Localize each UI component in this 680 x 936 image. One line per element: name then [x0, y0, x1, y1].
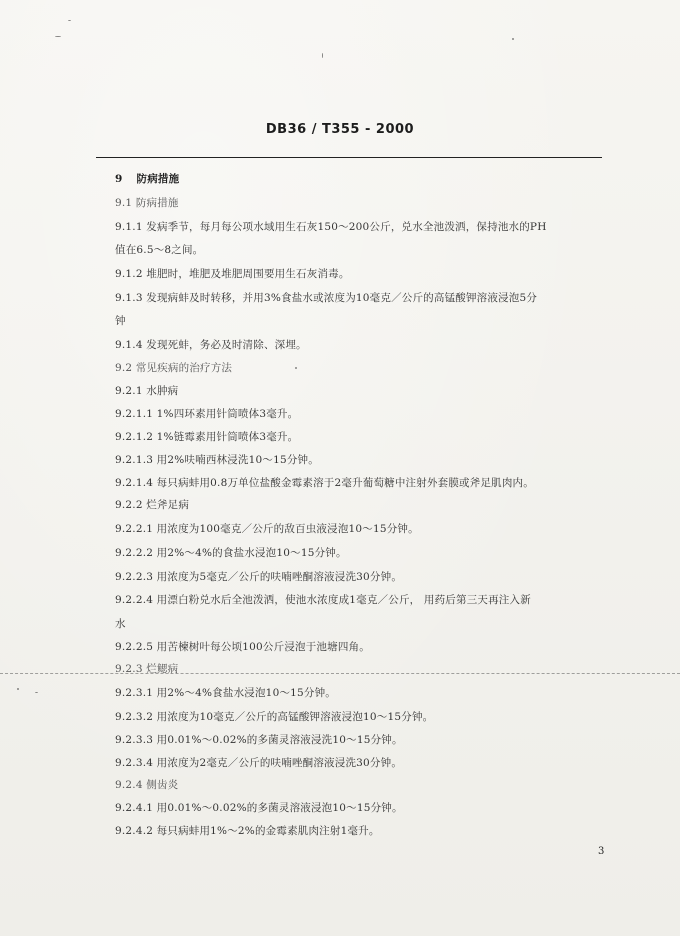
scan-fold-mark	[0, 673, 680, 674]
text-line: 9.2.1.3 用2%呋喃西林浸洗10～15分钟。	[115, 454, 319, 466]
text-line: 9.2.1.2 1%链霉素用针筒喷体3毫升。	[115, 431, 299, 443]
scan-speck	[68, 20, 71, 21]
text-line: 9.1.1 发病季节，每月每公项水域用生石灰150～200公斤，兑水全池泼洒，保持池水的PH	[115, 221, 547, 233]
text-line: 水	[115, 618, 126, 630]
scan-speck	[512, 38, 514, 40]
standard-code-header: DB36 / T355 - 2000	[265, 122, 415, 137]
scan-speck	[35, 692, 38, 693]
scan-speck	[55, 36, 61, 37]
text-line: 9.2.1.4 每只病蚌用0.8万单位盐酸金霉素溶于2毫升葡萄糖中注射外套膜或斧足肌肉内。	[115, 477, 534, 489]
scan-speck	[322, 53, 323, 58]
text-line: 9.2.1.1 1%四环素用针筒喷体3毫升。	[115, 408, 299, 420]
text-line: 9.2.2.2 用2%～4%的食盐水浸泡10～15分钟。	[115, 547, 347, 559]
text-line: 9.2.2 烂斧足病	[115, 499, 190, 511]
text-line: 9.2.2.5 用苦楝树叶每公顷100公斤浸泡于池塘四角。	[115, 641, 370, 653]
text-line: 值在6.5～8之间。	[115, 244, 204, 256]
text-line: 9.2 常见疾病的治疗方法	[115, 362, 233, 374]
text-line: 9.1 防病措施	[115, 197, 179, 209]
text-line: 9.2.4.1 用0.01%～0.02%的多菌灵溶液浸泡10～15分钟。	[115, 802, 403, 814]
text-line: 9.2.2.3 用浓度为5毫克／公斤的呋喃唑酮溶液浸洗30分钟。	[115, 571, 403, 583]
section-heading	[115, 171, 179, 186]
text-line: 9.1.2 堆肥时，堆肥及堆肥周围要用生石灰消毒。	[115, 268, 350, 280]
section-title: 防病措施	[136, 173, 180, 185]
text-line: 9.2.3.2 用浓度为10毫克／公斤的高锰酸钾溶液浸泡10～15分钟。	[115, 711, 434, 723]
text-line: 9.2.3.4 用浓度为2毫克／公斤的呋喃唑酮溶液浸洗30分钟。	[115, 757, 403, 769]
text-line: 9.2.4.2 每只病蚌用1%～2%的金霉素肌肉注射1毫升。	[115, 825, 380, 837]
scan-speck	[17, 688, 19, 690]
scan-speck	[295, 367, 297, 369]
text-line: 9.2.2.4 用漂白粉兑水后全池泼洒，使池水浓度成1毫克／公斤， 用药后第三天再注入新	[115, 594, 531, 606]
text-line: 9.2.1 水肿病	[115, 385, 179, 397]
text-line: 9.2.3.1 用2%～4%食盐水浸泡10～15分钟。	[115, 687, 337, 699]
page-number: 3	[598, 846, 605, 857]
text-line: 9.2.3 烂鳃病	[115, 663, 179, 675]
text-line: 9.1.3 发现病蚌及时转移，并用3%食盐水或浓度为10毫克／公斤的高锰酸钾溶液浸泡5分	[115, 292, 538, 304]
text-line: 9.1.4 发现死蚌，务必及时清除、深埋。	[115, 339, 307, 351]
text-line: 9.2.2.1 用浓度为100毫克／公斤的敌百虫液浸泡10～15分钟。	[115, 523, 419, 535]
section-number: 9	[115, 173, 123, 185]
header-rule	[96, 157, 602, 158]
text-line: 9.2.3.3 用0.01%～0.02%的多菌灵溶液浸洗10～15分钟。	[115, 734, 403, 746]
text-line: 9.2.4 侧齿炎	[115, 779, 179, 791]
text-line: 钟	[115, 315, 126, 327]
